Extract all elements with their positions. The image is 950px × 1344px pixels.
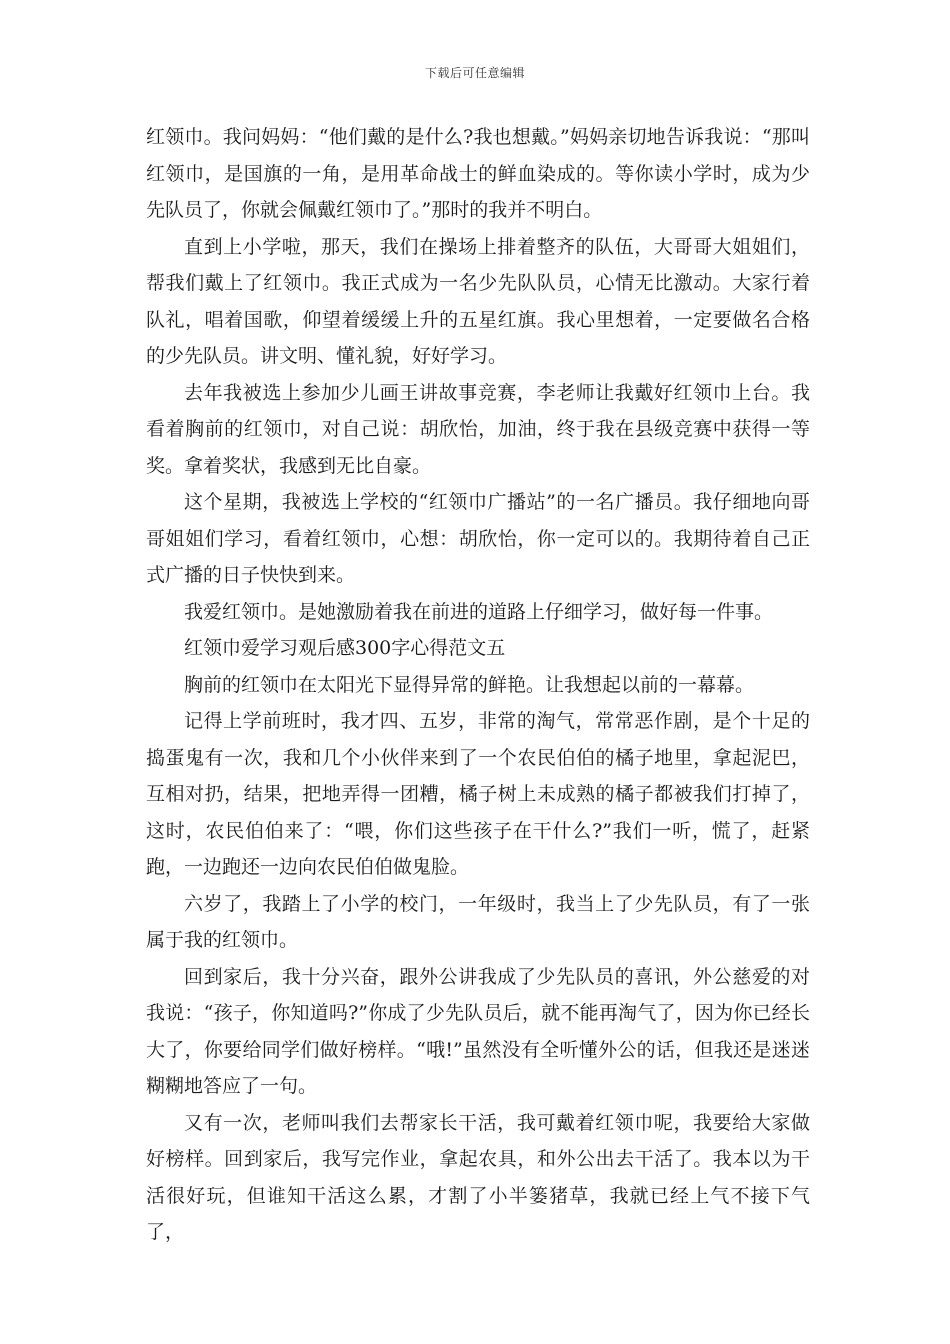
paragraph-7: 胸前的红领巾在太阳光下显得异常的鲜艳。让我想起以前的一幕幕。 bbox=[184, 673, 755, 696]
page-header: 下载后可任意编辑 bbox=[424, 66, 525, 80]
section-heading: 红领巾爱学习观后感300字心得范文五 bbox=[184, 637, 506, 659]
paragraph-3: 去年我被选上参加少儿画王讲故事竞赛，李老师让我戴好红领巾上台。我看着胸前的红领巾，对自己说：胡欣怡，加油，终于我在县级竞赛中获得一等奖。拿着奖状，我感到无比自豪。 bbox=[146, 381, 810, 477]
paragraph-2: 直到上小学啦，那天，我们在操场上排着整齐的队伍，大哥哥大姐姐们，帮我们戴上了红领巾。我正式成为一名少先队队员，心情无比激动。大家行着队礼，唱着国歌，仰望着缓缓上升的五星红旗。我心里想着，一定要做名合格的少先队员。讲文明、懂礼貌，好好学习。 bbox=[146, 235, 810, 367]
paragraph-1: 红领巾。我问妈妈：“他们戴的是什么?我也想戴。”妈妈亲切地告诉我说：“那叫红领巾，是国旗的一角，是用革命战士的鲜血染成的。等你读小学时，成为少先队员了，你就会佩戴红领巾了。”那时的我并不明白。 bbox=[146, 126, 810, 221]
paragraph-5: 我爱红领巾。是她激励着我在前进的道路上仔细学习，做好每一件事。 bbox=[184, 600, 774, 623]
paragraph-11: 又有一次，老师叫我们去帮家长干活，我可戴着红领巾呢，我要给大家做好榜样。回到家后，我写完作业，拿起农具，和外公出去干活了。我本以为干活很好玩，但谁知干活这么累，才割了小半篓猪草，我就已经上气不接下气了， bbox=[146, 1111, 810, 1243]
paragraph-10: 回到家后，我十分兴奋，跟外公讲我成了少先队员的喜讯，外公慈爱的对我说：“孩子，你知道吗?”你成了少先队员后，就不能再淘气了，因为你已经长大了，你要给同学们做好榜样。“哦!”虽然没有全听懂外公的话，但我还是迷迷糊糊地答应了一句。 bbox=[146, 965, 810, 1097]
paragraph-4: 这个星期，我被选上学校的“红领巾广播站”的一名广播员。我仔细地向哥哥姐姐们学习，看着红领巾，心想：胡欣怡，你一定可以的。我期待着自己正式广播的日子快快到来。 bbox=[146, 491, 810, 586]
document-body bbox=[146, 119, 810, 1251]
paragraph-8: 记得上学前班时，我才四、五岁，非常的淘气，常常恶作剧，是个十足的捣蛋鬼有一次，我和几个小伙伴来到了一个农民伯伯的橘子地里，拿起泥巴，互相对扔，结果，把地弄得一团糟，橘子树上未成熟的橘子都被我们打掉了，这时，农民伯伯来了：“喂，你们这些孩子在干什么?”我们一听，慌了，赶紧跑，一边跑还一边向农民伯伯做鬼脸。 bbox=[146, 710, 810, 878]
paragraph-9: 六岁了，我踏上了小学的校门，一年级时，我当上了少先队员，有了一张属于我的红领巾。 bbox=[146, 892, 810, 951]
